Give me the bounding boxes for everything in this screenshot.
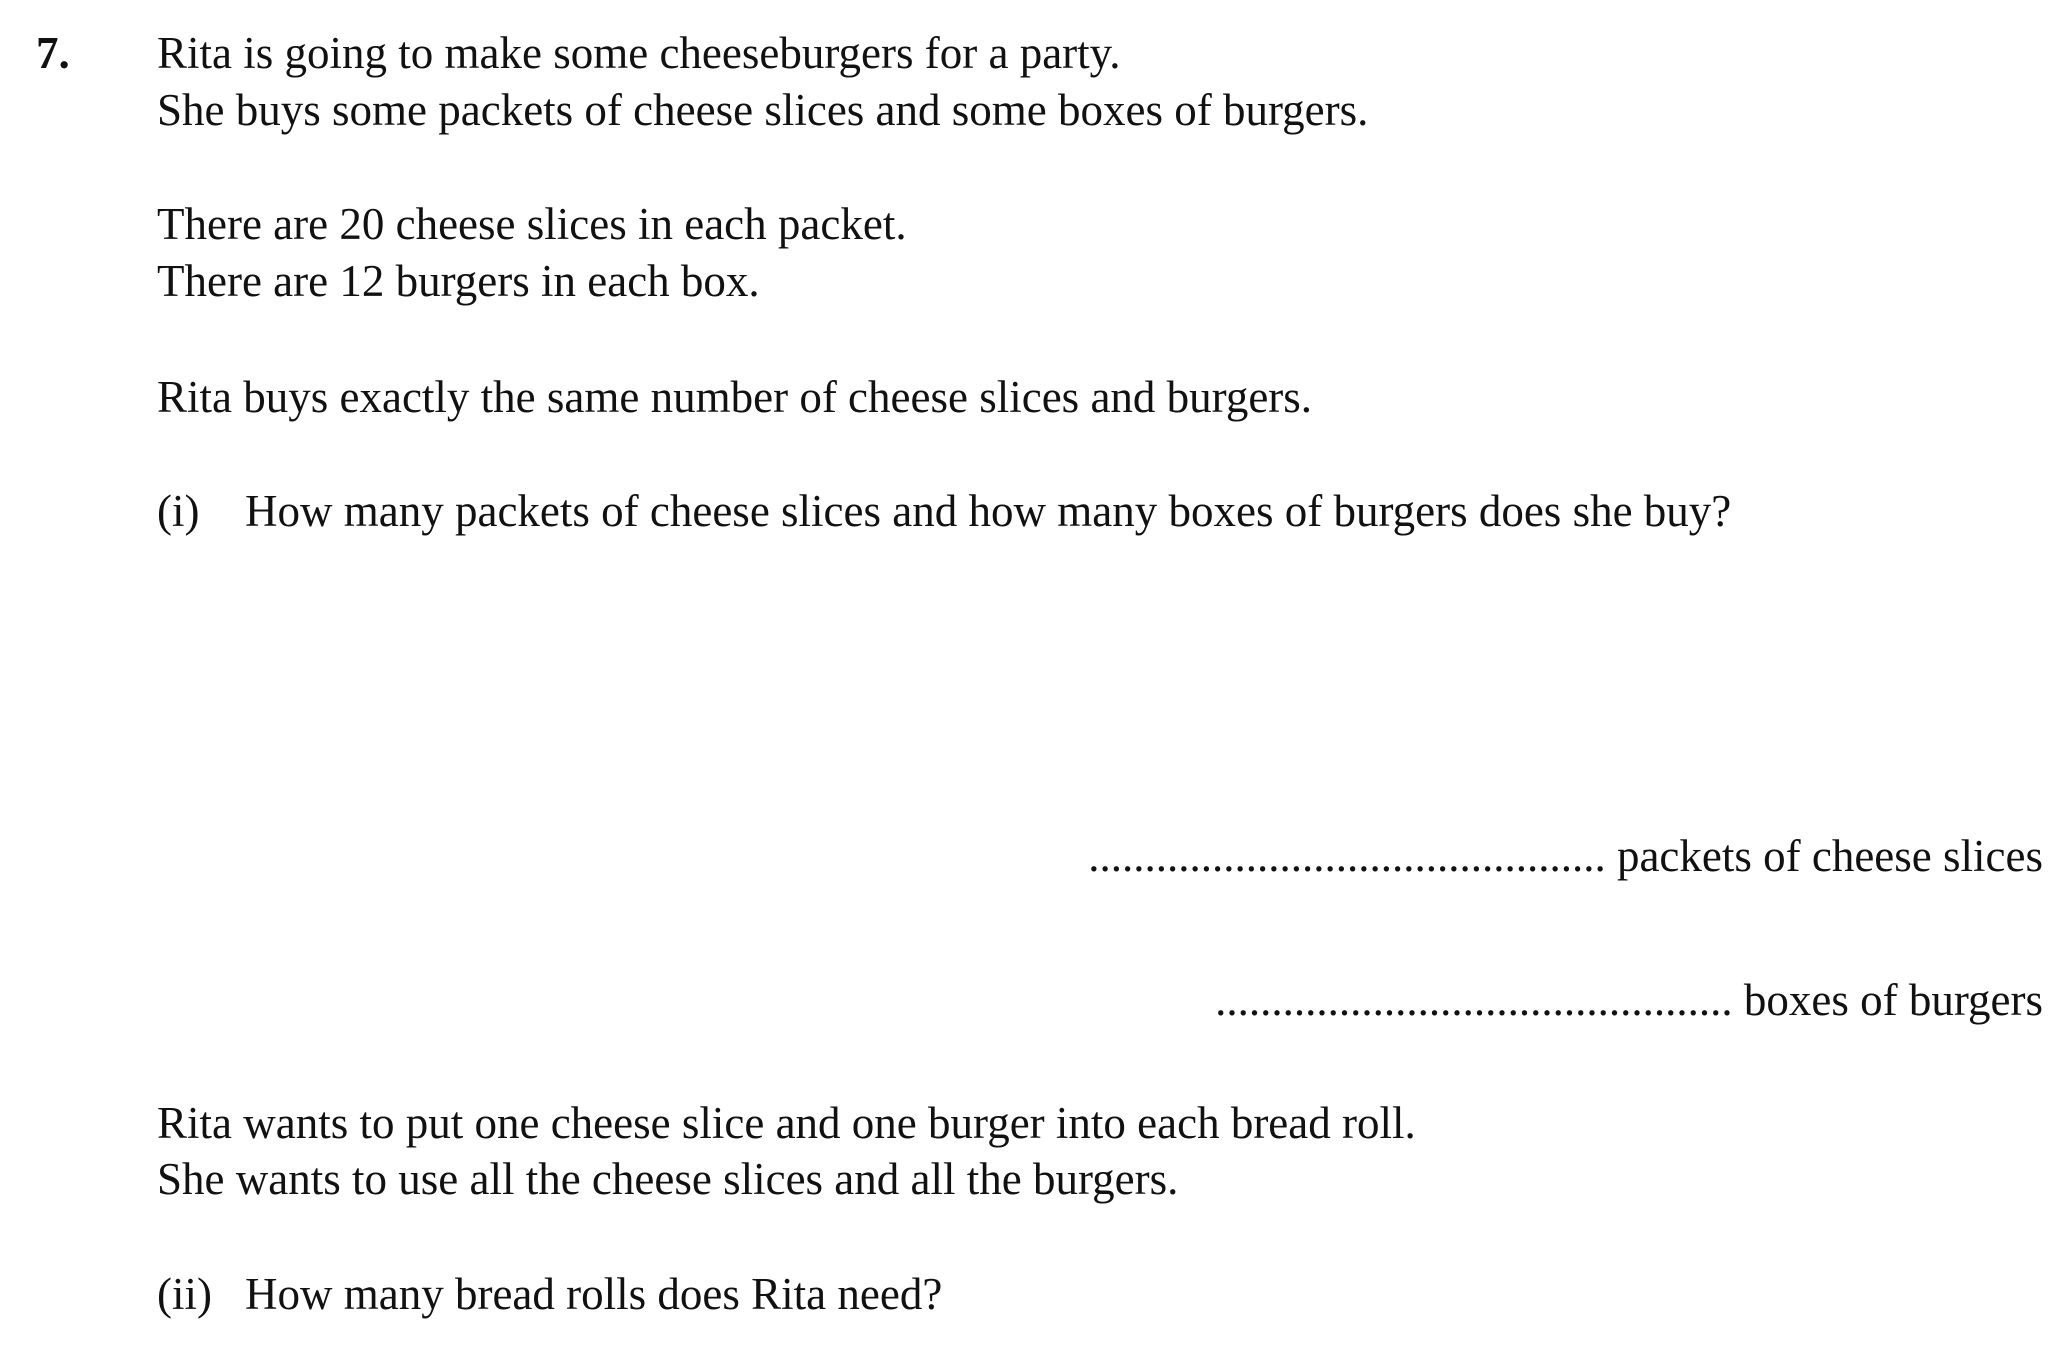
answer-unit-boxes: boxes of burgers	[1743, 975, 2043, 1025]
question-number: 7.	[36, 28, 70, 78]
answer-line-packets[interactable]	[1088, 828, 2043, 884]
part-i-text: How many packets of cheese slices and how many boxes of burgers does she buy?	[245, 486, 1732, 536]
part-ii-label: (ii)	[157, 1269, 212, 1319]
condition-line: Rita buys exactly the same number of cheese slices and burgers.	[157, 372, 1313, 422]
part-i-label: (i)	[157, 486, 200, 536]
intro-line-2: She buys some packets of cheese slices and some boxes of burgers.	[157, 85, 1369, 135]
fact-line-1: There are 20 cheese slices in each packet.	[157, 199, 907, 249]
context-ii-line-2: She wants to use all the cheese slices and all the burgers.	[157, 1154, 1179, 1204]
answer-unit-packets: packets of cheese slices	[1616, 831, 2043, 881]
answer-dots-boxes: ..............................................	[1215, 975, 1733, 1025]
fact-line-2: There are 12 burgers in each box.	[157, 256, 760, 306]
answer-line-boxes[interactable]	[1215, 972, 2043, 1028]
answer-dots-packets: ..............................................	[1088, 831, 1606, 881]
part-ii-text: How many bread rolls does Rita need?	[245, 1269, 943, 1319]
intro-line-1: Rita is going to make some cheeseburgers for a party.	[157, 28, 1121, 78]
context-ii-line-1: Rita wants to put one cheese slice and one burger into each bread roll.	[157, 1098, 1416, 1148]
part-i-question	[157, 483, 1731, 539]
part-ii-question	[157, 1266, 942, 1322]
